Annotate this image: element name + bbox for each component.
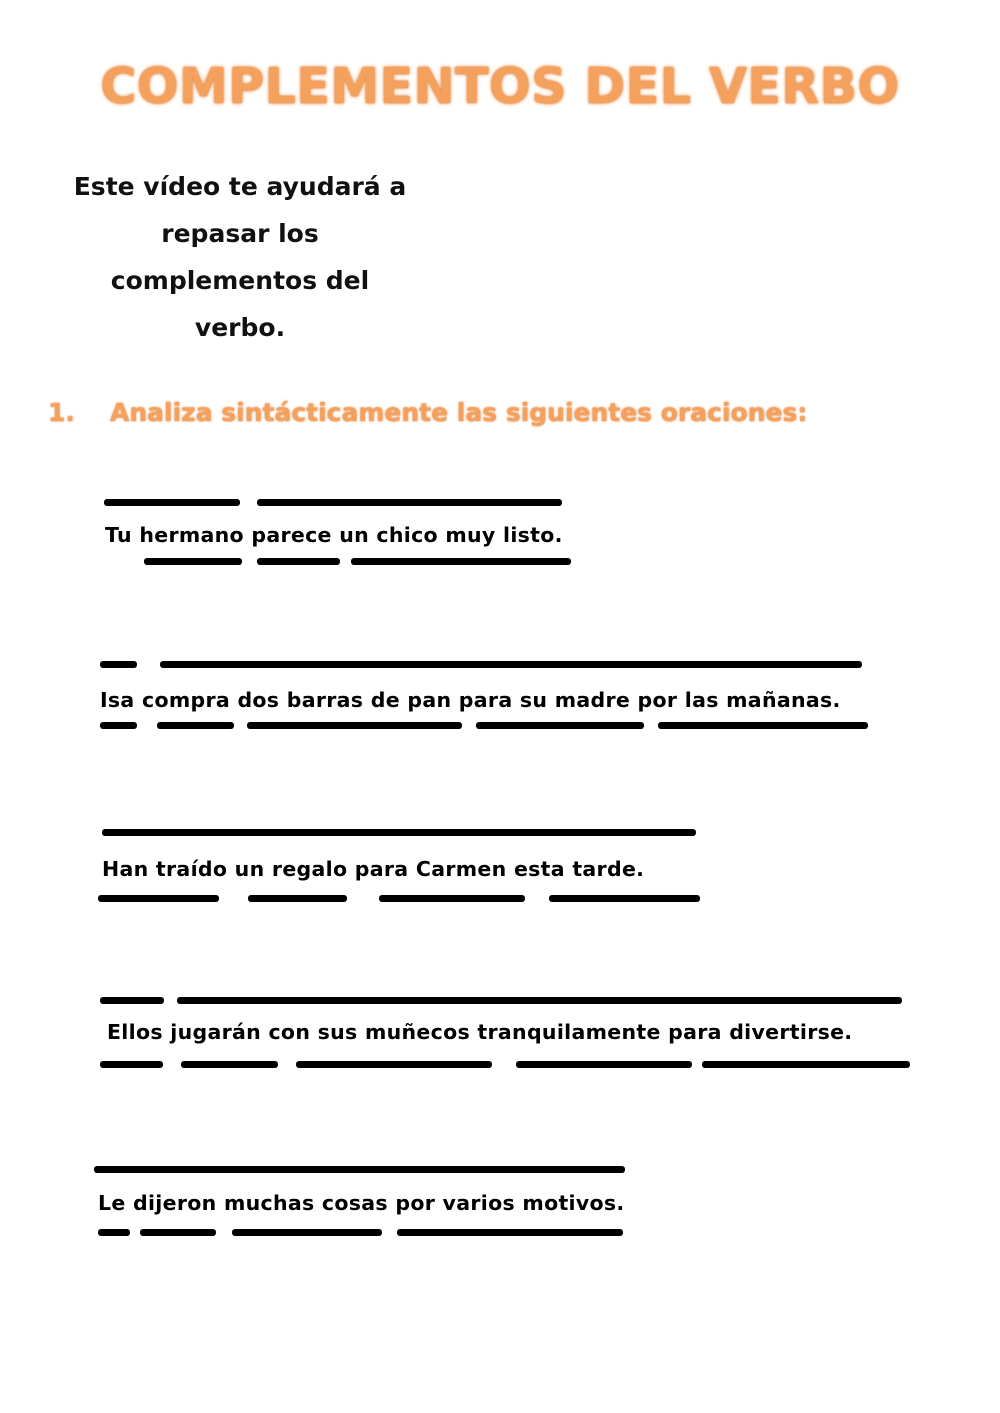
answer-line[interactable] [549,895,700,902]
answer-line[interactable] [248,895,347,902]
answer-line[interactable] [397,1229,623,1236]
answer-line-predicate[interactable] [160,661,862,668]
sentence-5: Le dijeron muchas cosas por varios motivos. [98,1191,625,1215]
sentence-1: Tu hermano parece un chico muy listo. [105,523,563,547]
answer-line[interactable] [476,722,644,729]
answer-line[interactable] [232,1229,382,1236]
answer-line[interactable] [144,558,242,565]
sentence-4: Ellos jugarán con sus muñecos tranquilamente para divertirse. [107,1020,853,1044]
intro-line: complementos del [110,266,370,295]
answer-line[interactable] [351,558,571,565]
answer-line[interactable] [157,722,234,729]
answer-line-predicate[interactable] [102,829,696,836]
answer-line[interactable] [257,558,340,565]
answer-line[interactable] [702,1061,910,1068]
answer-line-subject[interactable] [104,499,240,506]
answer-line-predicate[interactable] [257,499,562,506]
intro-line: verbo. [194,313,286,342]
answer-line-subject[interactable] [100,997,164,1004]
exercise-heading [48,398,807,427]
intro-line: repasar los [161,219,319,248]
intro-text [60,163,420,351]
answer-line-predicate[interactable] [177,997,902,1004]
sentence-3: Han traído un regalo para Carmen esta tarde. [102,857,645,881]
answer-line[interactable] [379,895,525,902]
answer-line[interactable] [140,1229,216,1236]
answer-line[interactable] [658,722,868,729]
answer-line[interactable] [296,1061,492,1068]
answer-line[interactable] [181,1061,278,1068]
page-title: COMPLEMENTOS DEL VERBO [100,58,900,115]
answer-line[interactable] [98,895,219,902]
exercise-number: 1. [48,398,75,427]
answer-line-predicate[interactable] [94,1166,625,1173]
answer-line[interactable] [100,1061,163,1068]
intro-line: Este vídeo te ayudará a [73,172,407,201]
answer-line[interactable] [100,722,137,729]
answer-line[interactable] [98,1229,130,1236]
answer-line[interactable] [516,1061,692,1068]
answer-line-subject[interactable] [100,661,137,668]
answer-line[interactable] [247,722,462,729]
exercise-instruction: Analiza sintácticamente las siguientes oraciones: [110,398,808,427]
sentence-2: Isa compra dos barras de pan para su madre por las mañanas. [100,688,841,712]
